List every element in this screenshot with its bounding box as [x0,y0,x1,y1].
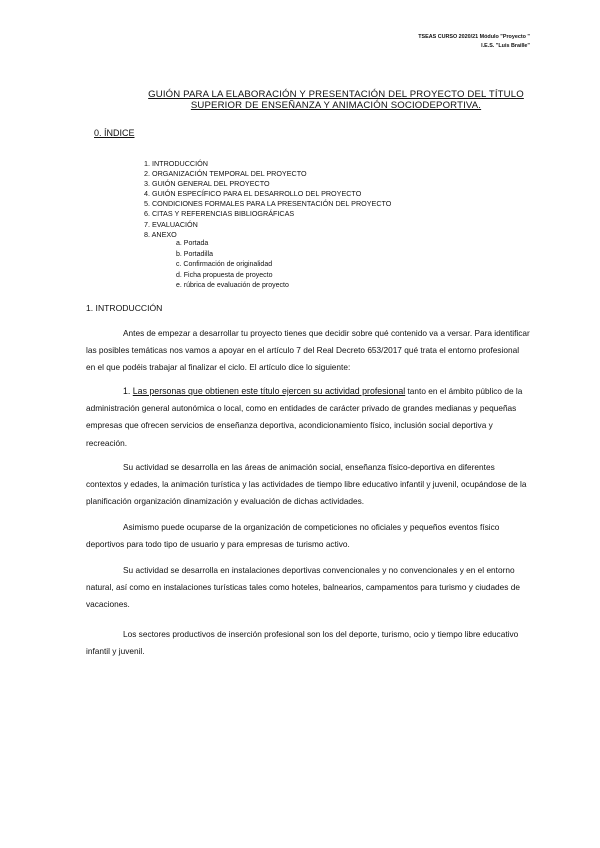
intro-paragraph-3 [86,459,530,511]
intro-paragraph-1 [86,325,530,377]
introduction-heading: 1. INTRODUCCIÓN [86,303,163,313]
intro-paragraph-2-text: tanto en el ámbito público de la administración general autonómica o local, como en entidades de carácter privado de grandes medianas y pequeñas empresas que ofrecen servicios de enseñanza deportiva, acondicionamiento físico, inclusión social deportiva y recreación. [86,386,523,448]
annex-item: c. Confirmación de originalidad [176,261,273,269]
index-item: 4. GUIÓN ESPECÍFICO PARA EL DESARROLLO DEL PROYECTO [144,189,362,199]
annex-item: d. Ficha propuesta de proyecto [176,271,273,279]
index-list [144,159,391,240]
index-item: 5. CONDICIONES FORMALES PARA LA PRESENTACIÓN DEL PROYECTO [144,199,392,209]
header-course-line: TSEAS CURSO 2020/21 Módulo "Proyecto " [418,34,530,40]
index-item: 2. ORGANIZACIÓN TEMPORAL DEL PROYECTO [144,169,307,179]
underlined-phrase: Las personas que obtienen este título ejercen su actividad profesional [132,386,406,396]
annex-list [176,239,289,292]
index-item: 8. ANEXO [144,229,177,239]
index-item: 6. CITAS Y REFERENCIAS BIBLIOGRÁFICAS [144,209,295,219]
index-item: 3. GUIÓN GENERAL DEL PROYECTO [144,179,270,189]
intro-paragraph-2 [86,383,530,452]
list-number: 1. [123,386,133,396]
index-item: 1. INTRODUCCIÓN [144,159,208,168]
annex-item: e. rúbrica de evaluación de proyecto [176,282,289,290]
intro-paragraph-4 [86,519,530,553]
annex-item: b. Portadilla [176,250,213,258]
index-item: 7. EVALUACIÓN [144,219,198,229]
intro-paragraph-4-text: Asimismo puede ocuparse de la organización de competiciones no oficiales y pequeños eventos físico deportivos para todo tipo de usuario y para empresas de turismo activo. [86,522,500,550]
document-title-line-2: SUPERIOR DE ENSEÑANZA Y ANIMACIÓN SOCIODEPORTIVA. [190,100,482,111]
intro-paragraph-6-text: Los sectores productivos de inserción profesional son los del deporte, turismo, ocio y tiempo libre educativo infantil y juvenil. [86,629,519,657]
annex-item: a. Portada [176,240,209,247]
intro-paragraph-6 [86,626,530,660]
intro-paragraph-3-text: Su actividad se desarrolla en las áreas de animación social, enseñanza físico-deportiva en diferentes contextos y edades, la animación turística y las actividades de tiempo libre educativo infantil y juvenil, ocupándose de la planificación organización dinamización y evaluación de dichas actividades. [86,462,527,507]
intro-paragraph-5 [86,562,530,614]
index-heading: 0. ÍNDICE [94,128,135,138]
document-title-line-1: GUIÓN PARA LA ELABORACIÓN Y PRESENTACIÓN DEL PROYECTO DEL TÍTULO [148,89,524,100]
header-school-line: I.E.S. "Luis Braille" [481,43,530,49]
intro-paragraph-1-text: Antes de empezar a desarrollar tu proyecto tienes que decidir sobre qué contenido va a versar. Para identificar las posibles temáticas nos vamos a apoyar en el artículo 7 del Real Decreto 653/2017 qué trata el entorno profesional en el que podéis trabajar al finalizar el ciclo. El artículo dice lo siguiente: [86,328,530,373]
intro-paragraph-5-text: Su actividad se desarrolla en instalaciones deportivas convencionales y no convencionales y en el entorno natural, así como en instalaciones turísticas tales como hoteles, balnearios, campamentos para turismo y ciudades de vacaciones. [86,565,520,610]
